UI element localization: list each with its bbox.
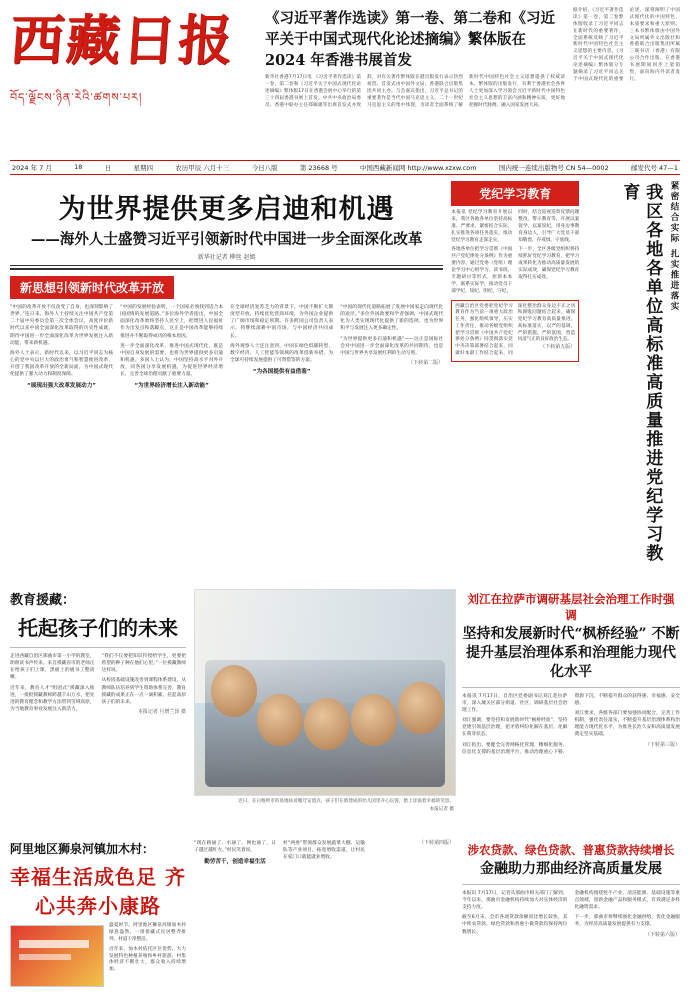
village-kicker: 阿里地区狮泉河镇加木村：: [10, 842, 155, 856]
newspaper-title-tibetan: བོད་ལྗོངས་ཉིན་རེའི་ཚགས་པར།: [10, 90, 143, 104]
middle-section: [10, 589, 680, 834]
aid-tibet-paragraph: 走进西藏自治区那曲市第一小学的教室，朗朗读书声传来。来自援藏省市的老师正在给孩子们上课，黑板上的板书工整清晰。: [10, 654, 95, 681]
party-discipline-paragraph: 下一步，全区各级党组织将持续抓好党纪学习教育，把学习成果转化为推动高质量发展的实际成效，确保党纪学习教育取得扎实成效。: [518, 247, 580, 281]
finance-paragraph: 下一步，那曲市将继续强化金融供给，优化金融服务，为经济高质量发展提供有力支撑。: [574, 915, 680, 928]
liujiang-kicker: 刘江在拉萨市调研基层社会治理工作时强调: [467, 592, 675, 622]
party-discipline-highlight-box: [451, 300, 579, 362]
info-website[interactable]: 中国西藏新闻网 http://www.xzxw.com: [359, 164, 477, 172]
photo-child-face: [257, 694, 303, 746]
info-pages: 今日八版: [251, 164, 278, 172]
liujiang-paragraph: 刘江要求，各级各部门要加强协同配合，完善工作机制，强化责任落实，不断提升基层治理体系和治理能力现代化水平，为推进长治久安和高质量发展奠定坚实基础。: [574, 710, 680, 738]
lead-paragraph: “中国的现代化道路拓展了发展中国家走向现代化的途径。”多位外国政要和学者强调，中国式现代化为人类实现现代化提供了新的选择，也为世界和平与发展注入更多确定性。: [340, 305, 444, 332]
finance-kicker: 涉农贷款、绿色贷款、普惠贷款持续增长: [467, 843, 675, 857]
lead-banner: 新思想引领新时代改革开放: [10, 276, 174, 299]
finance-divider: [462, 884, 680, 885]
lead-paragraph: “为世界提供更多启迪和机遇”——这正是国际社会对中国进一步全面深化改革的共同期待，也是中国与世界共享发展红利的生动写照。: [340, 336, 444, 356]
top-news-left: [265, 8, 565, 110]
finance-headline: 金融助力那曲经济高质量发展: [480, 861, 662, 877]
aid-tibet-paragraph: “我们不仅要把知识传授给学生，更要把希望的种子种在他们心里。”一位援藏教师这样说。: [101, 654, 186, 674]
party-discipline-vertical-kicker: 紧密结合实际 扎实推进落实: [669, 181, 679, 312]
lead-subhead: “为各国提供有益借鉴”: [252, 369, 311, 376]
aid-tibet-title: 托起孩子们的未来: [18, 616, 178, 640]
info-weekday: 星期四: [133, 164, 153, 172]
lead-subtitle: ——海外人士盛赞习近平引领新时代中国进一步全面深化改革: [30, 231, 423, 248]
finance-article: [462, 840, 680, 990]
info-license: 国内统一连续出版物号 CN 54—0002: [498, 164, 609, 172]
village-paragraph: 近年来，加木村依托区位优势，大力发展特色种植养殖和乡村旅游，村集体经济不断壮大，群众收入持续增加。: [109, 946, 186, 973]
photo-child-face: [304, 698, 350, 750]
aid-tibet-divider: [10, 647, 186, 648]
bottom-section: [10, 840, 680, 990]
top-news-body-left: 新华社香港7月17日电 《习近平著作选读》第一卷、第二卷和《习近平关于中国式现代化论述摘编》繁体版17日在香港会展中心举行的第三十四届香港书展上首发。中共中央政治局委员、香港中联办主任郑雁雄等出席首发式并致辞，对有关著作繁体版在港出版发行表示热烈祝贺。首发式由中国外文局、香港联合出版集团共同主办。与会嘉宾指出，习近平总书记的重要著作是当代中国马克思主义、二十一世纪马克思主义的集中体现，为读者全面系统了解新时代中国特色社会主义思想提供了权威读本。繁体版的出版发行，有利于香港社会各界人士更加深入学习领会习近平新时代中国特色社会主义思想的丰富内涵和精神实质，更好地把握时代脉搏、融入国家发展大局。: [265, 75, 565, 108]
liujiang-paragraph: 刘江强调，要坚持和发展新时代“枫桥经验”，坚持党建引领基层治理，把矛盾纠纷化解在基层、化解在萌芽状态。: [462, 718, 568, 738]
top-news-block: [265, 6, 680, 110]
liujiang-article: [462, 589, 680, 834]
lead-divider: [10, 265, 443, 270]
village-headline: 幸福生活成色足 齐心共奔小康路: [10, 865, 186, 918]
lead-paragraph: 海外人士表示，新时代以来，以习近平同志为核心的党中央以巨大的政治勇气和智慧推进改革，开创了我国改革开放的全新局面，为中国式现代化提供了强大动力和制度保障。: [10, 350, 114, 378]
lead-body: [10, 304, 443, 391]
lead-paragraph: 进一步全面深化改革，推进中国式现代化，既是中国自身发展的需要，也将为世界提供更多启迪和机遇。多国人士认为，中国坚持高水平对外开放，同各国分享发展机遇，为促进世界经济增长、完善全球治理贡献了重要力量。: [120, 343, 224, 378]
info-day: 18: [74, 163, 83, 171]
lead-paragraph: “中国的改革开放不仅改变了自身，也深刻影响了世界。”连日来，海外人士持续关注中国共产党第二十届中央委员会第三次全体会议，高度评价新时代以来中国全面深化改革取得的历史性成就，期待中国进一步全面深化改革为世界发展注入新动能、带来新机遇。: [10, 305, 114, 346]
aid-tibet-kicker: 教育援藏：: [10, 593, 76, 608]
photo-children: [194, 589, 456, 796]
finance-body: [462, 890, 680, 939]
party-discipline-highlight-credit: （下转第五版）: [540, 344, 576, 351]
village-paragraph: “现在路通了、水通了、网也通了，日子越过越红火。”村民笑着说。: [194, 841, 276, 854]
photo-child-face: [211, 665, 257, 717]
party-discipline-banner: 党纪学习教育: [451, 181, 579, 206]
village-article: [10, 840, 186, 990]
lead-paragraph: “中国的发展经验表明，一个国家必须找到适合本国国情的发展道路。”多位海外学者指出，中国全面深化改革始终坚持人民至上，把增进人民福祉作为出发点和落脚点，这正是中国改革能够持续推进并不断取得成功的根本原因。: [120, 305, 224, 339]
aid-tibet-article: [10, 589, 186, 834]
village-paragraph: 村“两委”带领群众发展蔬菜大棚、运输队等产业项目，拓宽增收渠道，让村民在家门口就能就业增收。: [283, 841, 365, 861]
party-discipline-paragraph: 本报讯 党纪学习教育开展以来，我区各地各单位坚持高标准、严要求，紧密结合实际，扎实推进各项任务落实，推动党纪学习教育走深走实。: [451, 210, 513, 243]
newspaper-title: 西藏日报: [7, 8, 237, 72]
aid-tibet-credit: 本报记者 旦增兰泽 摄: [137, 708, 186, 715]
lead-subhead: “展现出强大改革发展动力”: [27, 383, 96, 390]
village-paragraph: 盛夏时节，阿里地区狮泉河镇加木村绿意盎然，一排排藏式民居整齐排列，村道干净整洁。: [109, 923, 186, 942]
liujiang-endnote: （下转第三版）: [644, 741, 680, 748]
liujiang-body: [462, 693, 680, 756]
village-continued: [194, 840, 454, 990]
top-news-body-right: 据介绍，《习近平著作选读》第一卷、第二卷繁体版收录了习近平同志在新时代的重要著作，全面系统反映了习近平新时代中国特色社会主义思想的主要内容。《习近平关于中国式现代化论述摘编》繁体版分专题摘录了习近平同志关于中国式现代化的重要论述，深刻阐明了中国式现代化的中国特色、本质要求和重大原则。三本书繁体版由中国外文局所属外文出版社和香港联合出版集团所属三联书店（香港）有限公司合作出版，在香港书展期间同步上架销售，面向海内外读者发行。: [573, 8, 680, 82]
party-discipline-body: [451, 210, 579, 296]
lead-byline: 新华社记者 柳丝 赵嫣: [197, 254, 256, 261]
info-bar: [10, 163, 680, 172]
party-discipline-highlight-text: 西藏自治区党委把党纪学习教育作为当前一项重大政治任务，强化组织领导，压实工作责任，推动各级党组织把学习贯彻《中国共产党纪律处分条例》同贯彻落实党中央决策部署结合起来，同做好本职工作结合起来，同深化整治群众身边不正之风和腐败问题结合起来，确保党纪学习教育高质量推进、高标准落实，以严的基调、严的措施、严的氛围，营造风清气正的良好政治生态。: [455, 303, 576, 356]
info-postcode: 邮发代号 47—1: [630, 164, 678, 172]
poster-image: [10, 925, 104, 987]
photo-credit: 本报记者 摄: [429, 807, 454, 812]
party-discipline-paragraph: 各地各单位把学习贯彻《中国共产党纪律处分条例》作为重要内容，通过党委（党组）理论学习中心组学习、读书班、专题研讨等形式，原原本本学、联系实际学，推动党员干部学纪、知纪、明纪、守纪。: [451, 247, 513, 294]
liujiang-headline: 坚持和发展新时代“枫桥经验” 不断提升基层治理体系和治理能力现代化水平: [462, 626, 680, 680]
photo-child-face: [351, 694, 397, 746]
finance-paragraph: 本报讯 7月17日，记者从那曲市相关部门了解到，今年以来，那曲市金融机构持续加大对实体经济的支持力度。: [462, 890, 568, 911]
liujiang-divider: [462, 687, 680, 688]
liujiang-paragraph: 刘江指出，要健全完善网格化管理、精细化服务、信息化支撑的基层治理平台，推动治理重心下移、资源下沉，不断提升群众的获得感、幸福感、安全感。: [462, 693, 680, 755]
village-subhead: 勤劳苦干，创造幸福生活: [204, 859, 266, 866]
aid-tibet-paragraph: 近年来，教育人才“组团式”援藏深入推进，一批批援藏教师跨越千山万水，把先进的教育理念和教学方法带到雪域高原，为当地教育事业发展注入新活力。: [10, 685, 95, 712]
lead-endnote: （下转第二版）: [408, 359, 444, 366]
party-discipline-section: [451, 181, 680, 581]
finance-endnote: （下转第六版）: [644, 931, 680, 938]
village-endnote: （下转第四版）: [418, 840, 454, 846]
lead-title: 为世界提供更多启迪和机遇: [58, 194, 395, 225]
lead-paragraph: 在全球经济复苏乏力的背景下，中国不断扩大制度型开放，持续优化营商环境，为外国企业提供了广阔市场和稳定预期。许多跨国公司负责人表示，将继续深耕中国市场，与中国经济共同成长。: [230, 305, 334, 339]
photo-child-face: [398, 682, 444, 734]
party-discipline-column: [451, 181, 579, 581]
aid-tibet-paragraph: 从校园基础设施改善到课程体系建设，从教师队伍培养到学生资助体系完善，教育援藏的成果正在一点一滴积累，托起高原孩子们的未来。: [101, 678, 186, 705]
top-headline: 《习近平著作选读》第一卷、第二卷和《习近平关于中国式现代化论述摘编》繁体版在 2024 年香港书展首发: [265, 10, 555, 70]
lead-subhead: “为世界经济增长注入新动能”: [134, 383, 209, 390]
village-body-continued: [194, 840, 454, 867]
top-news-right: [573, 8, 680, 110]
main-area: [10, 181, 680, 581]
photo-caption: 近日，在日喀则市的易地扶贫搬迁安置点，孩子们在新建成的幼儿园里开心玩耍，脸上洋溢着幸福的笑容。: [238, 799, 454, 804]
info-day-suffix: 日: [104, 164, 112, 172]
lead-article: [10, 181, 443, 581]
info-issue: 第 23668 号: [299, 164, 338, 172]
info-date: 2024 年 7 月: [12, 164, 52, 172]
party-discipline-paragraph: 同时，结合巡视巡察反馈问题整改、警示教育等，开展以案促学、以案说纪，用身边事教育身边人，引导广大党员干部知敬畏、存戒惧、守底线。: [518, 210, 580, 243]
lead-paragraph: 海外观察人士还注意到，中国在绿色低碳转型、数字经济、人工智能等领域的改革创新举措，为全球可持续发展提供了可资借鉴的方案。: [230, 343, 334, 363]
masthead-logo-col: [7, 6, 265, 116]
finance-paragraph: 截至6月末，全市各项贷款余额同比增长较快，其中涉农贷款、绿色贷款和普惠小微贷款均保持两位数增长。: [462, 915, 568, 935]
masthead: [7, 6, 680, 156]
liujiang-paragraph: 本报讯 7月17日，自治区党委副书记刘江赴拉萨市，深入城关区部分街道、社区，调研基层社会治理工作。: [462, 693, 568, 713]
photo-story: [194, 589, 454, 834]
finance-paragraph: 金融机构围绕牦牛产业、清洁能源、基础设施等重点领域，创新金融产品和服务模式，有效满足多样化融资需求。: [574, 890, 680, 911]
party-discipline-vertical-title: 我区各地各单位高标准高质量推进党纪学习教育: [619, 183, 663, 563]
info-rule: [10, 160, 680, 175]
aid-tibet-body: [10, 653, 186, 717]
info-lunar: 农历甲辰 六月十三: [175, 164, 230, 172]
